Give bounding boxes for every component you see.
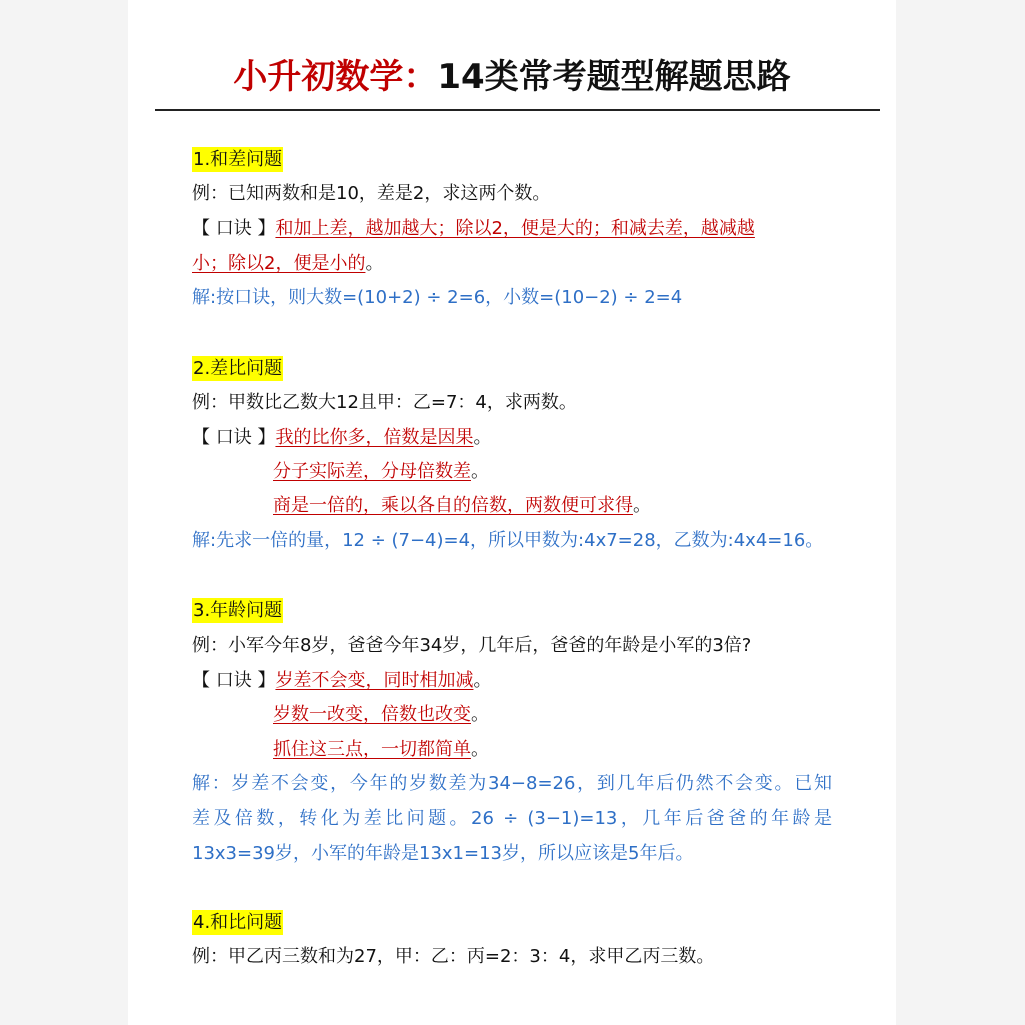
mnemonic-verse: 小；除以2，便是小的 [192, 253, 366, 274]
section-1-solution: 解:按口诀，则大数=(10+2) ÷ 2=6，小数=(10−2) ÷ 2=4 [192, 287, 683, 308]
page-title [128, 52, 896, 102]
mnemonic-verse: 岁差不会变，同时相加减 [275, 670, 474, 691]
section-heading-4: 4.和比问题 [193, 912, 283, 933]
section-1-mnemonic-line-2 [192, 252, 383, 276]
section-3-solution-line-1: 解：岁差不会变，今年的岁数差为34−8=26，到几年后仍然不会变。已知 [192, 773, 832, 794]
period: 。 [633, 495, 651, 516]
mnemonic-verse: 和加上差，越加越大；除以2，便是大的；和减去差，越减越 [275, 218, 755, 239]
title-divider [155, 109, 880, 111]
section-2-mnemonic-line-1 [192, 426, 491, 450]
mnemonic-verse: 分子实际差，分母倍数差 [273, 461, 471, 482]
section-3-solution-line-3: 13x3=39岁，小军的年龄是13x1=13岁，所以应该是5年后。 [192, 843, 694, 864]
period: 。 [473, 427, 492, 448]
section-heading-2: 2.差比问题 [193, 358, 283, 379]
section-3-mnemonic-line-2 [273, 703, 489, 727]
period: 。 [471, 704, 489, 725]
document-page [128, 0, 896, 1025]
section-3-example: 例：小军今年8岁，爸爸今年34岁，几年后，爸爸的年龄是小军的3倍? [192, 635, 752, 656]
mnemonic-label: 【 口诀 】 [192, 427, 276, 448]
period: 。 [365, 253, 384, 274]
mnemonic-label: 【 口诀 】 [192, 670, 276, 691]
section-3-mnemonic-line-1 [192, 669, 491, 693]
mnemonic-label: 【 口诀 】 [192, 218, 276, 239]
section-2-mnemonic-line-2 [273, 460, 489, 484]
section-2-mnemonic-line-3 [273, 494, 651, 518]
section-4-example: 例：甲乙丙三数和为27，甲：乙：丙=2：3：4，求甲乙丙三数。 [192, 946, 715, 967]
mnemonic-verse: 岁数一改变，倍数也改变 [273, 704, 471, 725]
section-1-mnemonic-line-1 [192, 217, 755, 241]
section-3-mnemonic-line-3 [273, 738, 489, 762]
section-3-solution-line-2: 差及倍数，转化为差比问题。26 ÷ (3−1)=13，几年后爸爸的年龄是 [192, 808, 832, 829]
section-1-example: 例：已知两数和是10，差是2，求这两个数。 [192, 183, 551, 204]
section-heading-3: 3.年龄问题 [193, 600, 283, 621]
section-heading-1: 1.和差问题 [193, 149, 283, 170]
section-2-example: 例：甲数比乙数大12且甲：乙=7：4，求两数。 [192, 392, 577, 413]
section-2-solution: 解:先求一倍的量，12 ÷ (7−4)=4，所以甲数为:4x7=28，乙数为:4x4=16。 [192, 530, 824, 551]
title-black-part: 14类常考题型解题思路 [437, 57, 791, 97]
period: 。 [471, 461, 489, 482]
period: 。 [473, 670, 492, 691]
mnemonic-verse: 抓住这三点，一切都简单 [273, 739, 471, 760]
mnemonic-verse: 商是一倍的，乘以各自的倍数，两数便可求得 [273, 495, 633, 516]
mnemonic-verse: 我的比你多，倍数是因果 [275, 427, 474, 448]
title-red-part: 小升初数学： [233, 57, 438, 97]
period: 。 [471, 739, 489, 760]
